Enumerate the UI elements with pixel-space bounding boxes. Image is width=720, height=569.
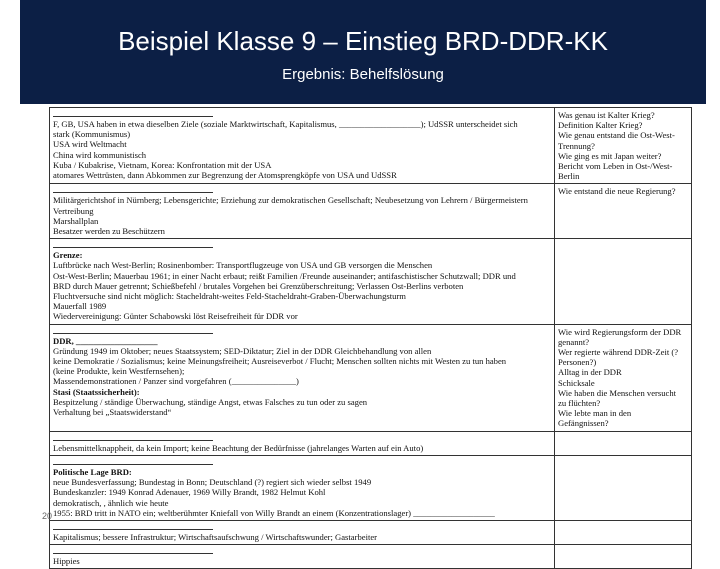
row-content-cell [50,184,555,238]
table-row [50,521,691,545]
text-line: neue Bundesverfassung; Bundestag in Bonn; Deutschland (?) regiert sich wieder selbst 1949 [53,477,372,488]
question-line: Wie genau entstand die Ost-West- [558,130,675,141]
text-line: Bespitzelung / ständige Überwachung, ständige Angst, etwas Falsches zu tun oder zu sagen [53,396,368,407]
row-content-cell [50,456,555,520]
question-line: Gefängnissen? [558,418,609,429]
row-question-cell [555,108,691,183]
heading-blank-line [53,458,213,465]
text-line: Kuba / Kubakrise, Vietnam, Korea: Konfrontation mit der USA [53,159,272,170]
row-question-cell [555,456,691,520]
heading-blank-line [53,523,213,530]
row-question-cell [555,239,691,323]
row-content-cell [50,325,555,431]
question-line: Schicksale [558,377,595,388]
question-line: Wer regierte während DDR-Zeit (? [558,347,679,358]
question-line: Wie ging es mit Japan weiter? [558,150,662,161]
question-line: Definition Kalter Krieg? [558,120,643,131]
heading-blank-line [53,327,213,334]
text-line: Grenze: [53,250,83,261]
slide-subtitle: Ergebnis: Behelfslösung [282,66,444,83]
table-row [50,108,691,184]
table-row [50,432,691,456]
row-question-cell [555,521,691,544]
text-line: Lebensmittelknappheit, da kein Import; keine Beachtung der Bedürfnisse (jahrelanges Warten auf ein Auto) [53,442,424,453]
text-line: (keine Produkte, kein Westfernsehen); [53,366,185,377]
text-line: Vertreibung [53,205,94,216]
table-row [50,456,691,521]
text-line: Mauerfall 1989 [53,301,107,312]
text-line: Wiedervereinigung: Günter Schabowski löst Reisefreiheit für DDR vor [53,311,298,322]
question-line: Wie lebte man in den [558,408,632,419]
text-line: BRD durch Mauer getrennt; Schießbefehl / brutales Vorgehen bei Grenzüberschreitung; Verlassen Ost-Berlins verboten [53,280,464,291]
row-content-cell [50,239,555,323]
text-line: Politische Lage BRD: [53,466,132,477]
text-line: keine Demokratie / Sozialismus; keine Meinungsfreiheit; Ausreiseverbot / Flucht; Menschen sollten nichts mit Westen zu tun haben [53,356,507,367]
text-line: 1955: BRD tritt in NATO ein; weltberühmter Kniefall von Willy Brandt an einem (Konzentrationslager) ___________________ [53,507,495,518]
row-question-cell [555,545,691,568]
text-line: China wird kommunistisch [53,149,147,160]
table-row [50,239,691,324]
worksheet-table [49,107,692,569]
text-line: DDR, ___________________ [53,335,158,346]
question-line: Wie wird Regierungsform der DDR [558,326,682,337]
text-line: Verhaltung bei „Staatswiderstand“ [53,407,172,418]
heading-blank-line [53,547,213,554]
heading-blank-line [53,241,213,248]
page-number: 20 [42,511,53,521]
question-line: zu flüchten? [558,398,601,409]
text-line: Besatzer werden zu Beschützern [53,226,165,237]
row-content-cell [50,545,555,568]
question-line: genannt? [558,336,590,347]
question-line: Trennung? [558,140,595,151]
heading-blank-line [53,434,213,441]
text-line: Kapitalismus; bessere Infrastruktur; Wirtschaftsaufschwung / Wirtschaftswunder; Gastarbeiter [53,531,378,542]
text-line: stark (Kommunismus) [53,129,131,140]
heading-blank-line [53,110,213,117]
text-line: atomares Wettrüsten, dann Abkommen zur Begrenzung der Atomsprengköpfe von USA und UdSSR [53,170,397,181]
row-question-cell [555,325,691,431]
table-row [50,184,691,239]
question-line: Alltag in der DDR [558,367,622,378]
text-line: Hippies [53,556,80,567]
text-line: USA wird Weltmacht [53,139,127,150]
table-row [50,325,691,432]
text-line: Massendemonstrationen / Panzer sind vorgefahren (_______________) [53,376,299,387]
text-line: demokratisch, , ähnlich wie heute [53,497,169,508]
text-line: Stasi (Staatssicherheit): [53,386,140,397]
text-line: Militärgerichtshof in Nürnberg; Lebensgerichte; Erziehung zur demokratischen Gesellschaft; Neubesetzung von Lehrern / Bürgermeistern [53,195,528,206]
question-line: Personen?) [558,357,597,368]
row-content-cell [50,432,555,455]
row-content-cell [50,521,555,544]
question-line: Was genau ist Kalter Krieg? [558,110,655,120]
text-line: Fluchtversuche sind nicht möglich: Stacheldraht-weites Feld-Stacheldraht-Graben-Überwachungsturm [53,291,406,302]
text-line: Ost-West-Berlin; Mauerbau 1961; in einer Nacht erbaut; reißt Familien /Freunde auseinander; antifaschistischer Schutzwall; DDR und [53,270,516,281]
slide-title: Beispiel Klasse 9 – Einstieg BRD-DDR-KK [118,26,608,56]
row-question-cell [555,184,691,238]
row-question-cell [555,432,691,455]
text-line: Luftbrücke nach West-Berlin; Rosinenbomber: Transportflugzeuge von USA und GB versorgen die Menschen [53,260,433,271]
text-line: F, GB, USA haben in etwa dieselben Ziele (soziale Marktwirtschaft, Kapitalismus, ___________________); UdSSR unterscheidet sich [53,119,518,129]
question-line: Wie haben die Menschen versucht [558,387,677,398]
question-line: Wie entstand die neue Regierung? [558,186,676,197]
title-banner [20,0,706,104]
row-content-cell [50,108,555,183]
question-line: Berlin [558,171,580,182]
table-row [50,545,691,568]
heading-blank-line [53,186,213,193]
text-line: Marshallplan [53,215,99,226]
text-line: Gründung 1949 im Oktober; neues Staatssystem; SED-Diktatur; Ziel in der DDR Gleichbehandlung von allen [53,345,432,356]
text-line: Bundeskanzler: 1949 Konrad Adenauer, 1969 Willy Brandt, 1982 Helmut Kohl [53,487,326,498]
question-line: Bericht vom Leben in Ost-/West- [558,161,673,172]
